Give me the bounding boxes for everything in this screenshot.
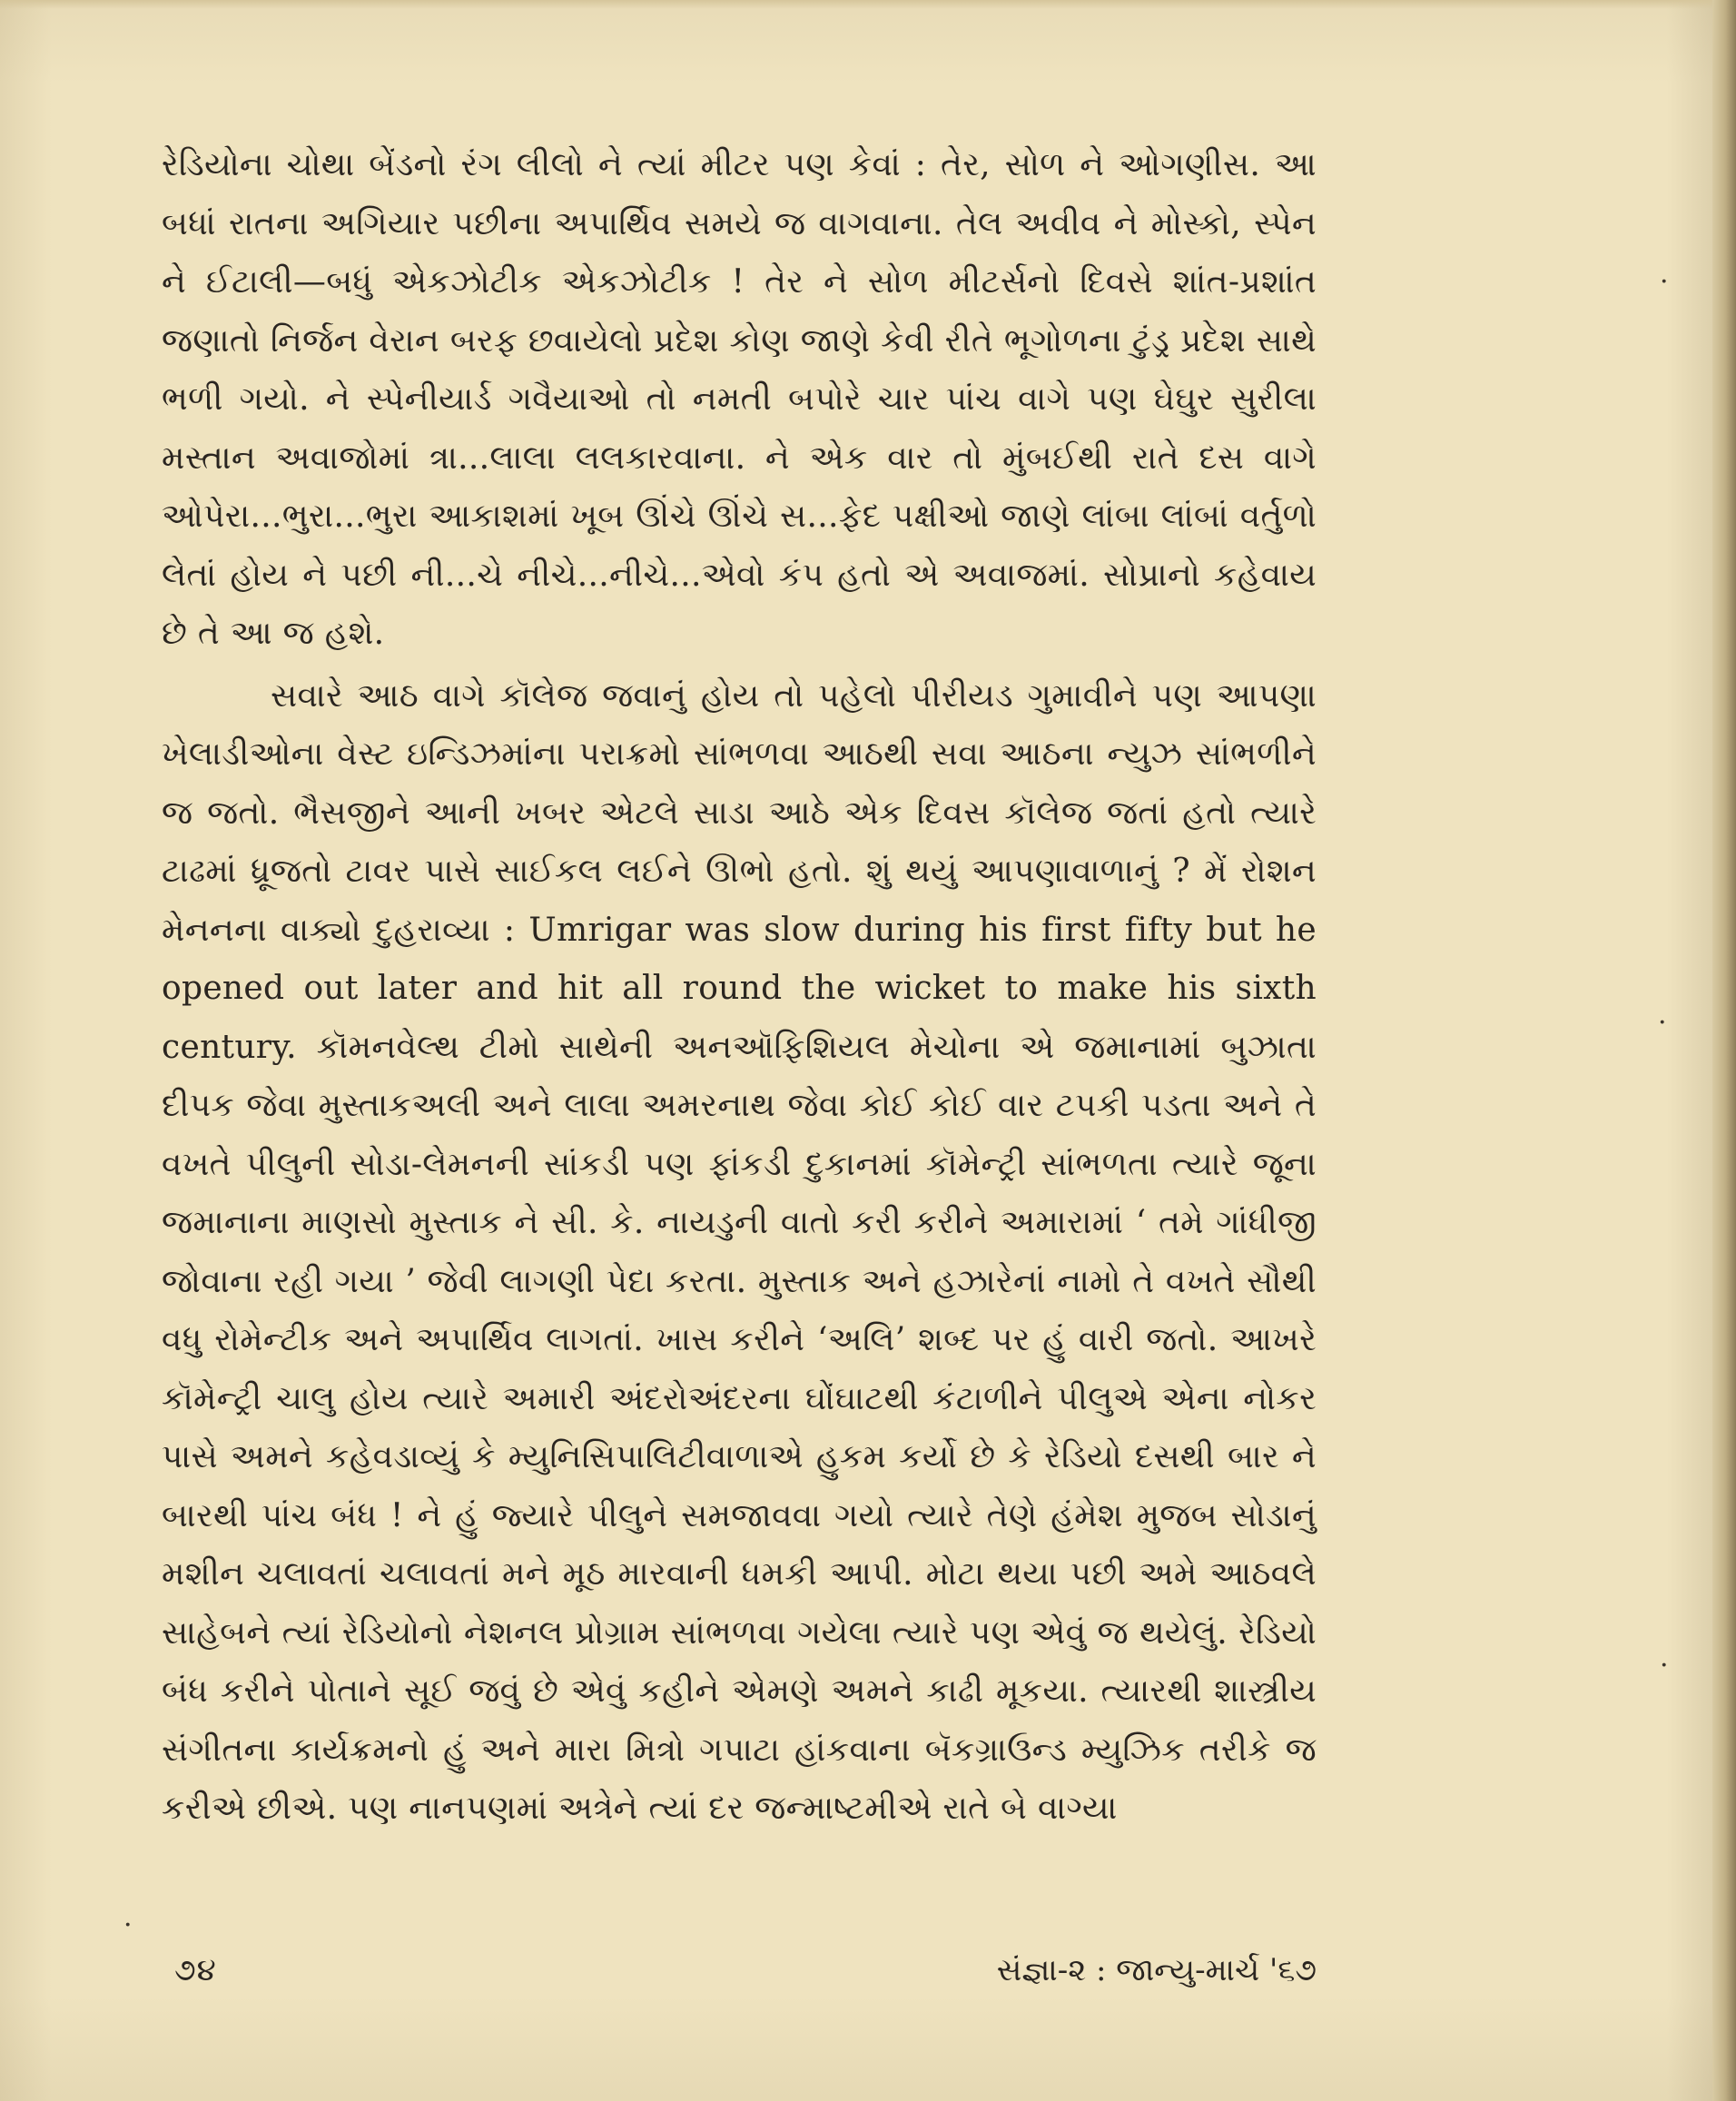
margin-mark: · [1658, 1007, 1667, 1039]
margin-mark: · [1660, 266, 1669, 298]
body-text [162, 136, 1317, 1839]
journal-footer: સંજ્ઞા-૨ : જાન્યુ-માર્ચ '૬૭ [996, 1952, 1317, 1988]
page-number: ૭૪ [174, 1952, 217, 1988]
margin-mark: · [1660, 1650, 1669, 1682]
page-right-edge [1712, 0, 1736, 2101]
page-top-edge [0, 0, 1736, 9]
paragraph-1: રેડિયોના ચોથા બેંડનો રંગ લીલો ને ત્યાં મીટર પણ કેવાં : તેર, સોળ ને ઓગણીસ. આ બધાં રાતના અગિયાર પછીના અપાર્થિવ સમયે જ વાગવાના. તેલ અવીવ ને મોસ્કો, સ્પેન ને ઈટાલી—બધું એકઝોટીક એકઝોટીક ! તેર ને સોળ મીટર્સનો દિવસે શાંત-પ્રશાંત જણાતો નિર્જન વેરાન બરફ છવાયેલો પ્રદેશ કોણ જાણે કેવી રીતે ભૂગોળના ટુંડ્ર પ્રદેશ સાથે ભળી ગયો. ને સ્પેનીયાર્ડ ગવૈયાઓ તો નમતી બપોરે ચાર પાંચ વાગે પણ ઘેઘુર સુરીલા મસ્તાન અવાજોમાં ત્રા...લાલા લલકારવાના. ને એક વાર તો મુંબઈથી રાતે દસ વાગે ઓપેરા...ભુરા...ભુરા આકાશમાં ખૂબ ઊંચે ઊંચે સ...ફેદ પક્ષીઓ જાણે લાંબા લાંબાં વર્તુળો લેતાં હોય ને પછી ની...ચે નીચે...નીચે...એવો કંપ હતો એ અવાજમાં. સોપ્રાનો કહેવાય છે તે આ જ હશે. [162, 146, 1317, 652]
margin-mark: · [123, 1909, 133, 1941]
paragraph-2: સવારે આઠ વાગે કૉલેજ જવાનું હોય તો પહેલો પીરીયડ ગુમાવીને પણ આપણા ખેલાડીઓના વેસ્ટ ઇન્ડિઝમાંના પરાક્રમો સાંભળવા આઠથી સવા આઠના ન્યુઝ સાંભળીને જ જતો. ભૈસજીને આની ખબર એટલે સાડા આઠે એક દિવસ કૉલેજ જતાં હતો ત્યારે ટાઢમાં ધ્રૂજતો ટાવર પાસે સાઈકલ લઈને ઊભો હતો. શું થયું આપણાવાળાનું ? મેં રોશન મેનનના વાક્યો દુહરાવ્યા : Umrigar was slow during his first fifty but he opened out later and hit all round the wicket to make his sixth century. કૉમનવેલ્થ ટીમો સાથેની અનઑફિશિયલ મેચોના એ જમાનામાં બુઝાતા દીપક જેવા મુસ્તાકઅલી અને લાલા અમરનાથ જેવા કોઈ કોઈ વાર ટપકી પડતા અને તે વખતે પીલુની સોડા-લેમનની સાંકડી પણ ફાંકડી દુકાનમાં કૉમેન્ટ્રી સાંભળતા ત્યારે જૂના જમાનાના માણસો મુસ્તાક ને સી. કે. નાયડુની વાતો કરી કરીને અમારામાં ‘ તમે ગાંધીજી જોવાના રહી ગયા ’ જેવી લાગણી પેદા કરતા. મુસ્તાક અને હઝારેનાં નામો તે વખતે સૌથી વધુ રોમેન્ટીક અને અપાર્થિવ લાગતાં. ખાસ કરીને ‘અલિ’ શબ્દ પર હું વારી જતો. આખરે કૉમેન્ટ્રી ચાલુ હોય ત્યારે અમારી અંદરોઅંદરના ઘોંઘાટથી કંટાળીને પીલુએ એના નોકર પાસે અમને કહેવડાવ્યું કે મ્યુનિસિપાલિટીવાળાએ હુકમ કર્યો છે કે રેડિયો દસથી બાર ને બારથી પાંચ બંધ ! ને હું જ્યારે પીલુને સમજાવવા ગયો ત્યારે તેણે હંમેશ મુજબ સોડાનું મશીન ચલાવતાં ચલાવતાં મને મૂઠ મારવાની ધમકી આપી. મોટા થયા પછી અમે આઠવલે સાહેબને ત્યાં રેડિયોનો નેશનલ પ્રોગ્રામ સાંભળવા ગયેલા ત્યારે પણ એવું જ થયેલું. રેડિયો બંધ કરીને પોતાને સૂઈ જવું છે એવું કહીને એમણે અમને કાઢી મૂકયા. ત્યારથી શાસ્ત્રીય સંગીતના કાર્યક્રમનો હું અને મારા મિત્રો ગપાટા હાંકવાના બૅકગ્રાઉન્ડ મ્યુઝિક તરીકે જ કરીએ છીએ. પણ નાનપણમાં અત્રેને ત્યાં દર જન્માષ્ટમીએ રાતે બે વાગ્યા [162, 676, 1317, 1827]
